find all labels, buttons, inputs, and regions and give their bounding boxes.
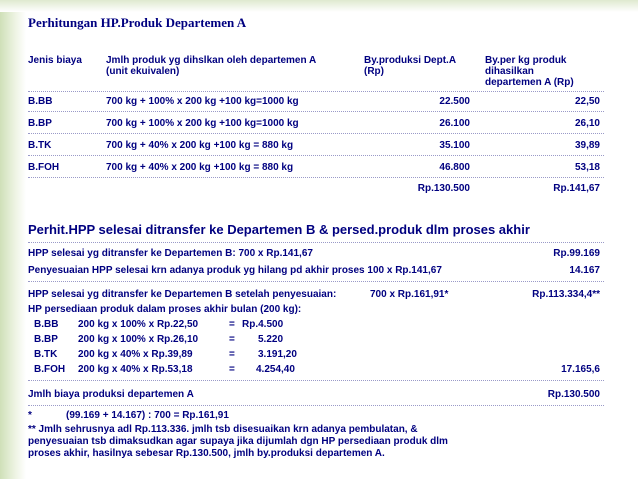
row-per-kg: 26,10 — [574, 118, 600, 129]
row-jumlah: 700 kg + 40% x 200 kg +100 kg = 880 kg — [106, 140, 294, 151]
header-jumlah-produk — [106, 55, 316, 77]
item-jenis: B.BP — [34, 334, 58, 345]
item-calc: 200 kg x 40% x Rp.53,18 — [78, 364, 193, 375]
header-biaya-line2: (Rp) — [364, 66, 384, 77]
note1-mark: * — [28, 410, 32, 421]
note2-line3: proses akhir, hasilnya sebesar Rp.130.500, jmlh by.produksi departemen A. — [28, 448, 385, 459]
section-divider — [28, 242, 604, 243]
item-jenis: B.BB — [34, 319, 59, 330]
item-value: 5.220 — [258, 334, 284, 345]
header-biaya-per-kg — [485, 55, 574, 88]
row-jenis: B.BB — [28, 96, 53, 107]
hpp-adjusted-label: HPP selesai yg ditransfer ke Departemen B setelah penyesuaian: — [28, 289, 337, 300]
section-divider — [28, 281, 604, 282]
table-divider — [28, 155, 604, 156]
section-divider — [28, 405, 604, 406]
top-gradient-band — [0, 0, 638, 12]
left-gradient-band — [0, 0, 26, 479]
item-jenis: B.FOH — [34, 364, 66, 375]
row-biaya: 35.100 — [439, 140, 470, 151]
item-equals: = — [229, 319, 235, 330]
item-value: 4.254,40 — [256, 364, 295, 375]
table-divider — [28, 111, 604, 112]
row-biaya: 46.800 — [439, 162, 470, 173]
hpp-adjusted-value: Rp.113.334,4** — [532, 289, 600, 300]
row-biaya: 26.100 — [439, 118, 470, 129]
header-perkg-line3: departemen A (Rp) — [485, 77, 574, 88]
penyesuaian-value: 14.167 — [569, 265, 600, 276]
row-biaya: 22.500 — [439, 96, 470, 107]
row-jenis: B.TK — [28, 140, 52, 151]
total-biaya-produksi: Rp.130.500 — [417, 183, 470, 194]
row-per-kg: 39,89 — [574, 140, 600, 151]
note1-text: (99.169 + 14.167) : 700 = Rp.161,91 — [66, 410, 229, 421]
note2-line1: ** Jmlh sehrusnya adl Rp.113.336. jmlh tsb disesuaikan krn adanya pembulatan, & — [28, 424, 418, 435]
section2-heading: Perhit.HPP selesai ditransfer ke Departemen B & persed.produk dlm proses akhir — [28, 222, 530, 237]
persediaan-total: 17.165,6 — [561, 364, 600, 375]
total-biaya-per-kg: Rp.141,67 — [553, 183, 600, 194]
row-jenis: B.BP — [28, 118, 52, 129]
row-jumlah: 700 kg + 100% x 200 kg +100 kg=1000 kg — [106, 96, 299, 107]
note2-line2: penyesuaian tsb dimaksudkan agar supaya jika dijumlah dgn HP persediaan produk dlm — [28, 436, 448, 447]
table-divider — [28, 91, 604, 92]
section-divider — [28, 380, 604, 381]
item-equals: = — [229, 334, 235, 345]
item-equals: = — [229, 364, 235, 375]
hpp-transfer-value: Rp.99.169 — [553, 248, 600, 259]
persediaan-label: HP persediaan produk dalam proses akhir bulan (200 kg): — [28, 304, 302, 315]
penyesuaian-label: Penyesuaian HPP selesai krn adanya produk yg hilang pd akhir proses 100 x Rp.141,67 — [28, 265, 442, 276]
header-perkg-line1: By.per kg produk — [485, 55, 567, 66]
item-calc: 200 kg x 100% x Rp.22,50 — [78, 319, 199, 330]
table-divider — [28, 177, 604, 178]
item-value: 3.191,20 — [258, 349, 297, 360]
item-calc: 200 kg x 40% x Rp.39,89 — [78, 349, 193, 360]
slide-title: Perhitungan HP.Produk Departemen A — [28, 15, 247, 30]
header-perkg-line2: dihasilkan — [485, 66, 534, 77]
item-value: Rp.4.500 — [242, 319, 284, 330]
hpp-adjusted-calc: 700 x Rp.161,91* — [370, 289, 449, 300]
row-per-kg: 53,18 — [574, 162, 600, 173]
item-equals: = — [229, 349, 235, 360]
header-biaya-produksi — [364, 55, 456, 77]
row-per-kg: 22,50 — [574, 96, 600, 107]
header-jumlah-line1: Jmlh produk yg dihslkan oleh departemen A — [106, 55, 317, 66]
row-jenis: B.FOH — [28, 162, 60, 173]
header-jumlah-line2: (unit ekuivalen) — [106, 66, 180, 77]
row-jumlah: 700 kg + 40% x 200 kg +100 kg = 880 kg — [106, 162, 294, 173]
table-divider — [28, 133, 604, 134]
header-biaya-line1: By.produksi Dept.A — [364, 55, 457, 66]
header-jenis-biaya: Jenis biaya — [28, 55, 82, 66]
total-biaya-label: Jmlh biaya produksi departemen A — [28, 389, 194, 400]
item-jenis: B.TK — [34, 349, 58, 360]
row-jumlah: 700 kg + 100% x 200 kg +100 kg=1000 kg — [106, 118, 299, 129]
hpp-transfer-label: HPP selesai yg ditransfer ke Departemen B: 700 x Rp.141,67 — [28, 248, 313, 259]
item-calc: 200 kg x 100% x Rp.26,10 — [78, 334, 199, 345]
total-biaya-value: Rp.130.500 — [547, 389, 600, 400]
